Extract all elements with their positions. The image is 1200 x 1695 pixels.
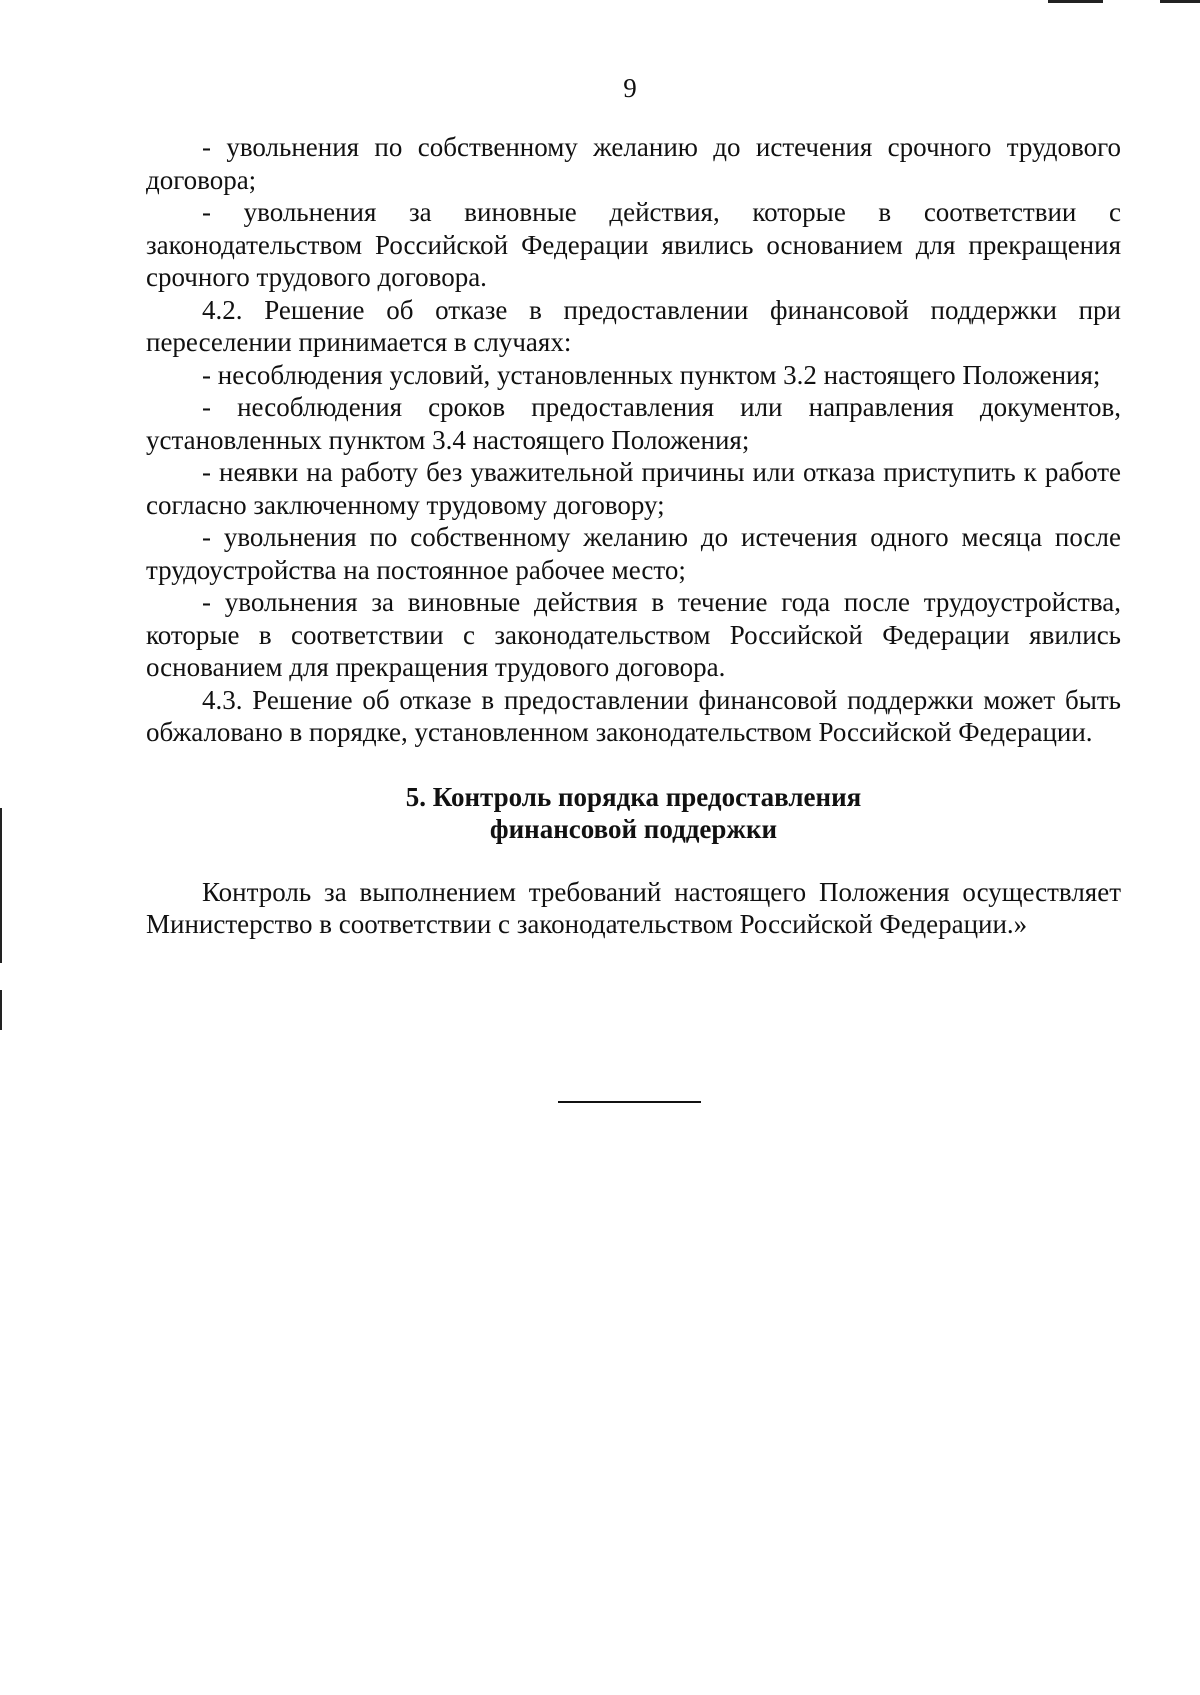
- end-of-text-rule: [558, 1101, 701, 1103]
- document-body: [146, 131, 1121, 941]
- page-number: 9: [623, 73, 637, 103]
- paragraph: Контроль за выполнением требований настоящего Положения осуществляет Министерство в соответствии с законодательством Российской Федерации.»: [146, 876, 1121, 939]
- scan-edge-mark: [0, 808, 2, 963]
- scan-edge-mark: [0, 990, 2, 1030]
- scan-edge-mark: [1160, 0, 1200, 3]
- paragraph: - увольнения за виновные действия в течение года после трудоустройства, которые в соответствии с законодательством Российской Федерации явились основанием для прекращения трудового договора.: [146, 587, 1121, 682]
- scan-edge-mark: [1048, 0, 1103, 3]
- section-heading: [146, 781, 1121, 846]
- paragraph: - увольнения по собственному желанию до истечения одного месяца после трудоустройства на постоянное рабочее место;: [146, 522, 1121, 585]
- paragraph: 4.2. Решение об отказе в предоставлении финансовой поддержки при переселении принимается в случаях:: [146, 294, 1121, 357]
- paragraph: - увольнения по собственному желанию до истечения срочного трудового договора;: [146, 132, 1121, 195]
- section-heading-line: финансовой поддержки: [489, 814, 778, 844]
- paragraph: - несоблюдения сроков предоставления или направления документов, установленных пунктом 3.4 настоящего Положения;: [146, 392, 1121, 455]
- paragraph: - несоблюдения условий, установленных пунктом 3.2 настоящего Положения;: [202, 359, 1101, 390]
- paragraph: 4.3. Решение об отказе в предоставлении финансовой поддержки может быть обжаловано в порядке, установленном законодательством Российской Федерации.: [146, 684, 1121, 747]
- paragraph: - увольнения за виновные действия, которые в соответствии с законодательством Российской Федерации явились основанием для прекращения срочного трудового договора.: [146, 197, 1121, 292]
- paragraph: - неявки на работу без уважительной причины или отказа приступить к работе согласно заключенному трудовому договору;: [146, 457, 1121, 520]
- section-heading-line: 5. Контроль порядка предоставления: [405, 781, 862, 812]
